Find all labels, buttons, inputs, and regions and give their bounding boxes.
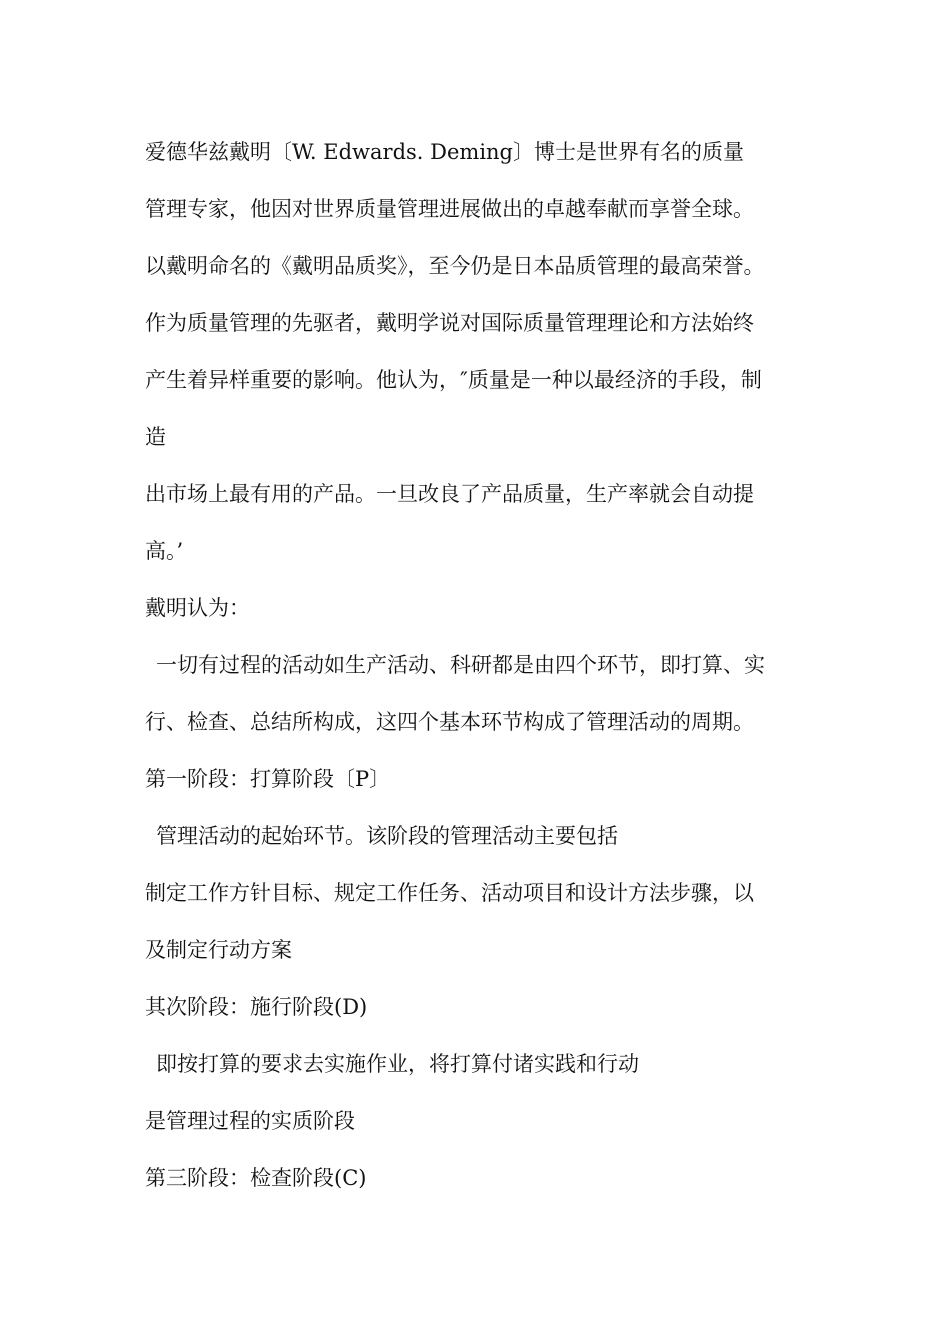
stage-heading: 第一阶段：打算阶段〔P〕	[145, 767, 391, 791]
paragraph-line: 作为质量管理的先驱者，戴明学说对国际质量管理理论和方法始终	[145, 311, 754, 335]
paragraph-line: 高。’	[145, 539, 184, 563]
paragraph-line: 管理专家，他因对世界质量管理进展做出的卓越奉献而享誉全球。	[145, 197, 754, 221]
stage-heading: 第三阶段：检查阶段(C)	[145, 1166, 367, 1190]
paragraph-line: 是管理过程的实质阶段	[145, 1109, 355, 1133]
paragraph-heading: 戴明认为：	[145, 596, 250, 620]
paragraph-line: 管理活动的起始环节。该阶段的管理活动主要包括	[156, 824, 618, 848]
paragraph-line: 即按打算的要求去实施作业，将打算付诸实践和行动	[156, 1052, 639, 1076]
paragraph-line: 及制定行动方案	[145, 938, 292, 962]
paragraph-line: 产生着异样重要的影响。他认为，″质量是一种以最经济的手段，制	[145, 368, 762, 392]
paragraph-line: 造	[145, 425, 166, 449]
stage-heading: 其次阶段：施行阶段(D)	[145, 995, 368, 1019]
paragraph-line: 一切有过程的活动如生产活动、科研都是由四个环节，即打算、实	[156, 653, 765, 677]
paragraph-line: 爱德华兹戴明〔W. Edwards. Deming〕博士是世界有名的质量	[145, 140, 745, 164]
paragraph-line: 以戴明命名的《戴明品质奖》，至今仍是日本品质管理的最高荣誉。	[145, 254, 765, 278]
paragraph-line: 制定工作方针目标、规定工作任务、活动项目和设计方法步骤，以	[145, 881, 754, 905]
paragraph-line: 行、检查、总结所构成，这四个基本环节构成了管理活动的周期。	[145, 710, 754, 734]
paragraph-line: 出市场上最有用的产品。一旦改良了产品质量，生产率就会自动提	[145, 482, 754, 506]
